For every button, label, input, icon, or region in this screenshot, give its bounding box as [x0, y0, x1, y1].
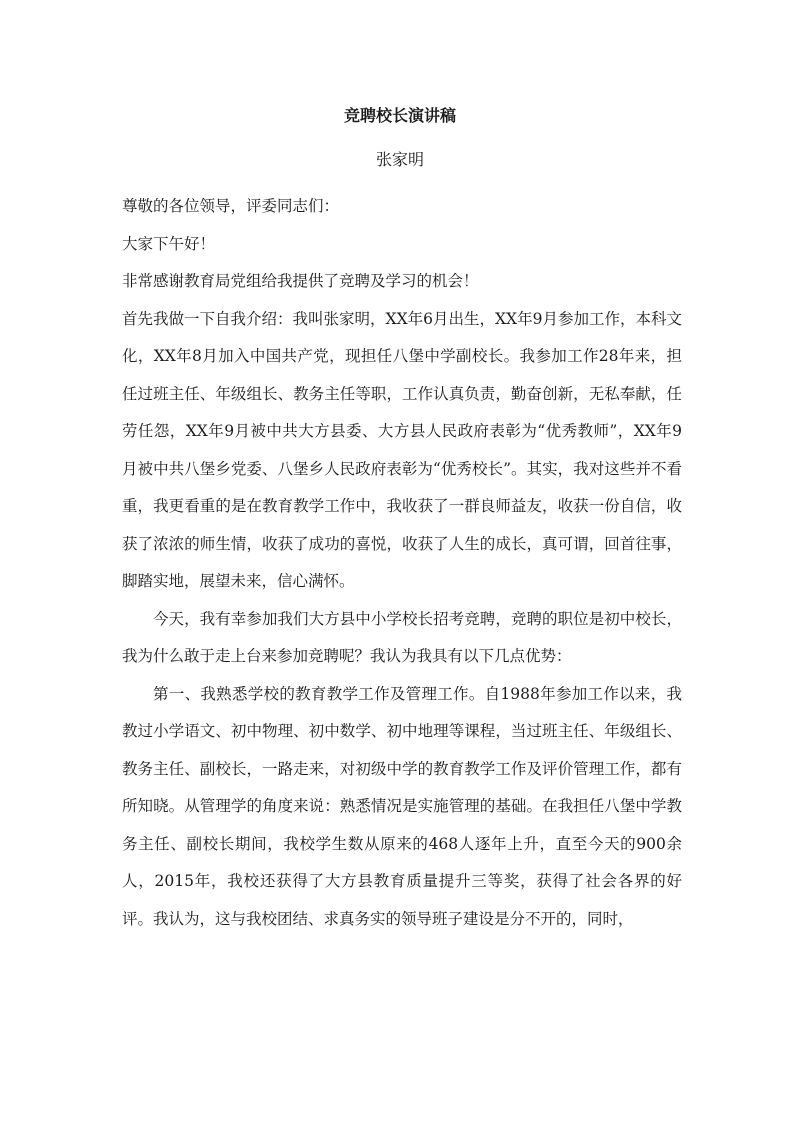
salutation-paragraph: 尊敬的各位领导，评委同志们：	[122, 197, 340, 215]
introduction-paragraph: 首先我做一下自我介绍：我叫张家明，XX年6月出生，XX年9月参加工作，本科文化，XX年8月加入中国共产党，现担任八堡中学副校长。我参加工作28年来，担任过班主任、年级组长、教务主任等职，工作认真负责，勤奋创新，无私奉献，任劳任怨，XX年9月被中共大方县委、大方县人民政府表彰为“优秀教师”，XX年9月被中共八堡乡党委、八堡乡人民政府表彰为“优秀校长”。其实，我对这些并不看重，我更看重的是在教育教学工作中，我收获了一群良师益友，收获一份自信，收获了浓浓的师生情，收获了成功的喜悦，收获了人生的成长，真可谓，回首往事，脚踏实地，展望未来，信心满怀。	[122, 309, 682, 590]
greeting-paragraph: 大家下午好！	[122, 234, 216, 253]
document-body	[122, 188, 682, 938]
purpose-paragraph: 今天，我有幸参加我们大方县中小学校长招考竞聘，竞聘的职位是初中校长，我为什么敢于走上台来参加竞聘呢？我认为我具有以下几点优势：	[122, 609, 682, 665]
document-author: 张家明	[375, 150, 424, 169]
advantage-one-paragraph: 第一、我熟悉学校的教育教学工作及管理工作。自1988年参加工作以来，我教过小学语文、初中物理、初中数学、初中地理等课程，当过班主任、年级组长、教务主任、副校长，一路走来，对初级中学的教育教学工作及评价管理工作，都有所知晓。从管理学的角度来说：熟悉情况是实施管理的基础。在我担任八堡中学教务主任、副校长期间，我校学生数从原来的468人逐年上升，直至今天的900余人，2015年，我校还获得了大方县教育质量提升三等奖，获得了社会各界的好评。我认为，这与我校团结、求真务实的领导班子建设是分不开的，同时，	[122, 684, 682, 928]
document-title: 竞聘校长演讲稿	[343, 106, 456, 125]
thanks-paragraph: 非常感谢教育局党组给我提供了竞聘及学习的机会！	[122, 272, 479, 290]
